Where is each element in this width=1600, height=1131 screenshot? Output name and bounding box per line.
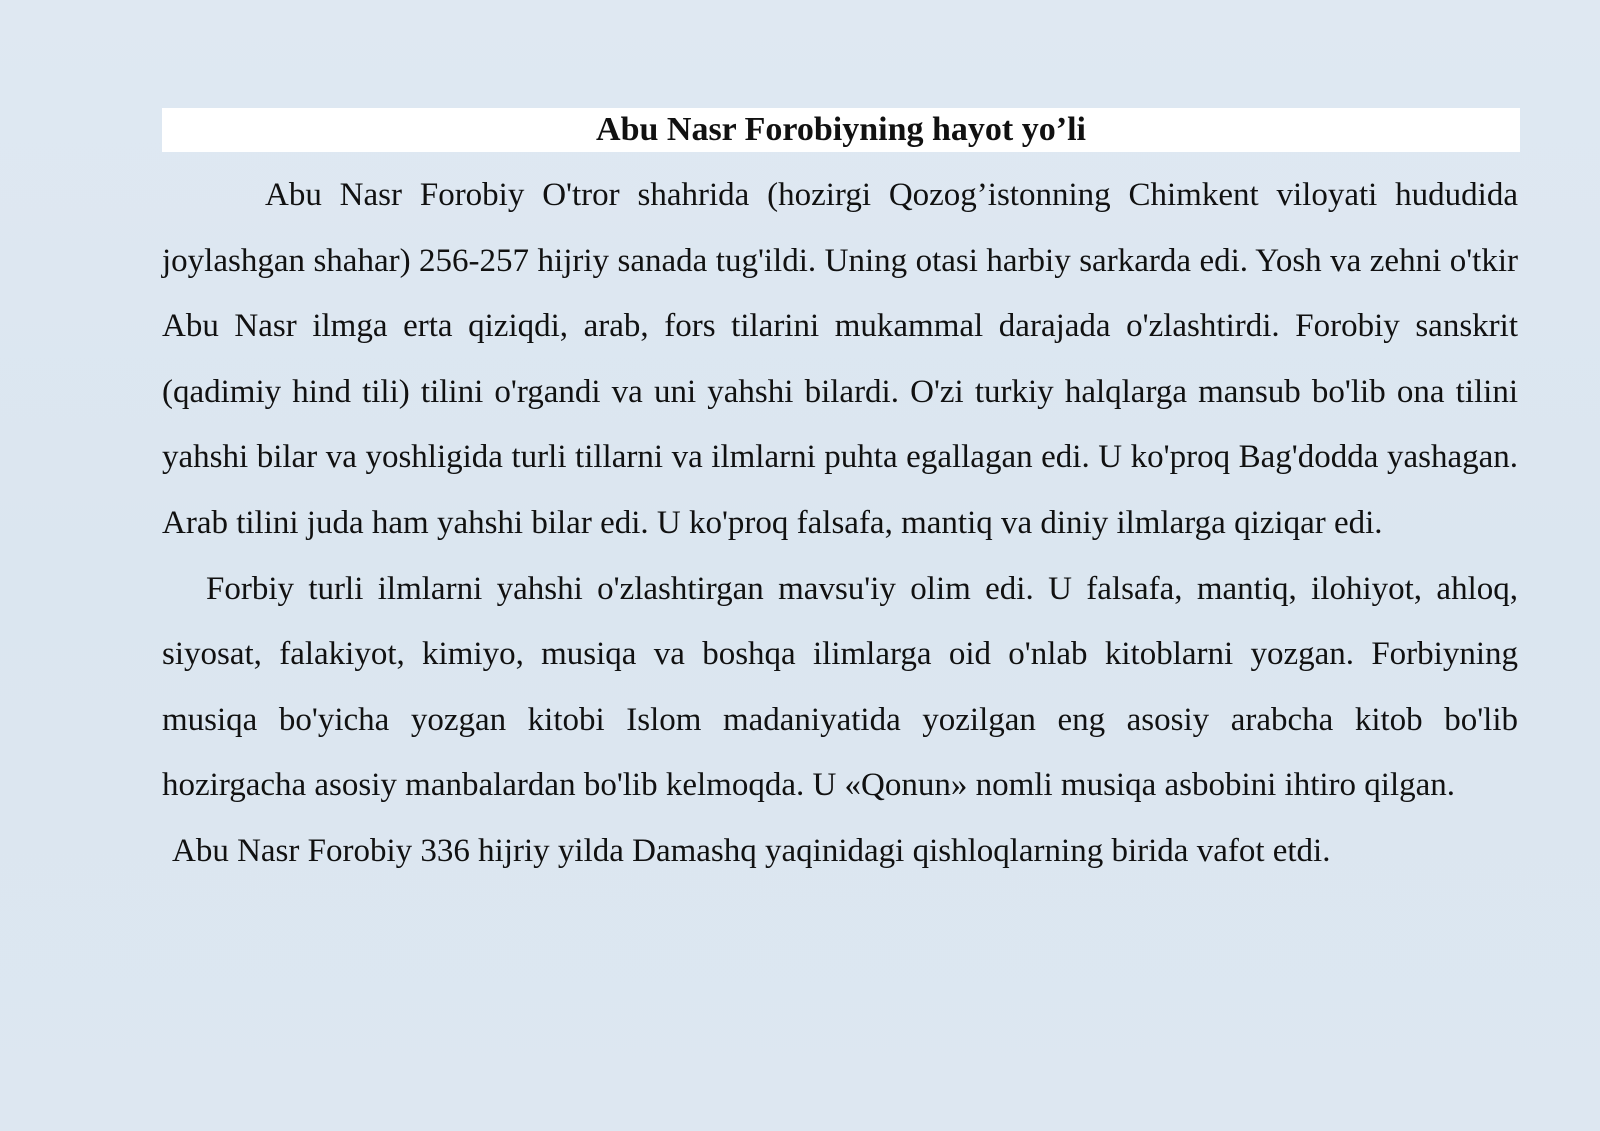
paragraph-1: Abu Nasr Forobiy O'tror shahrida (hozirgi Qozog’istonning Chimkent viloyati hududida joylashgan shahar) 256-257 hijriy sanada tug'ildi. Uning otasi harbiy sarkarda edi. Yosh va zehni o'tkir Abu Nasr ilmga erta qiziqdi, arab, fors tilarini mukammal darajada o'zlashtirdi. Forobiy sanskrit (qadimiy hind tili) tilini o'rgandi va uni yahshi bilardi. O'zi turkiy halqlarga mansub bo'lib ona tilini yahshi bilar va yoshligida turli tillarni va ilmlarni puhta egallagan edi. U ko'proq Bag'dodda yashagan. Arab tilini juda ham yahshi bilar edi. U ko'proq falsafa, mantiq va diniy ilmlarga qiziqar edi. — [162, 177, 1518, 541]
paragraph-3: Abu Nasr Forobiy 336 hijriy yilda Damashq yaqinidagi qishloqlarning birida vafot etdi. — [172, 832, 1331, 869]
document-body — [162, 163, 1518, 885]
title-bar — [162, 108, 1520, 152]
paragraph-2: Forbiy turli ilmlarni yahshi o'zlashtirgan mavsu'iy olim edi. U falsafa, mantiq, ilohiyot, ahloq, siyosat, falakiyot, kimiyo, musiqa va boshqa ilimlarga oid o'nlab kitoblarni yozgan. Forbiyning musiqa bo'yicha yozgan kitobi Islom madaniyatida yozilgan eng asosiy arabcha kitob bo'lib hozirgacha asosiy manbalardan bo'lib kelmoqda. U «Qonun» nomli musiqa asbobini ihtiro qilgan. — [162, 570, 1518, 804]
document-title: Abu Nasr Forobiyning hayot yo’li — [596, 111, 1086, 148]
